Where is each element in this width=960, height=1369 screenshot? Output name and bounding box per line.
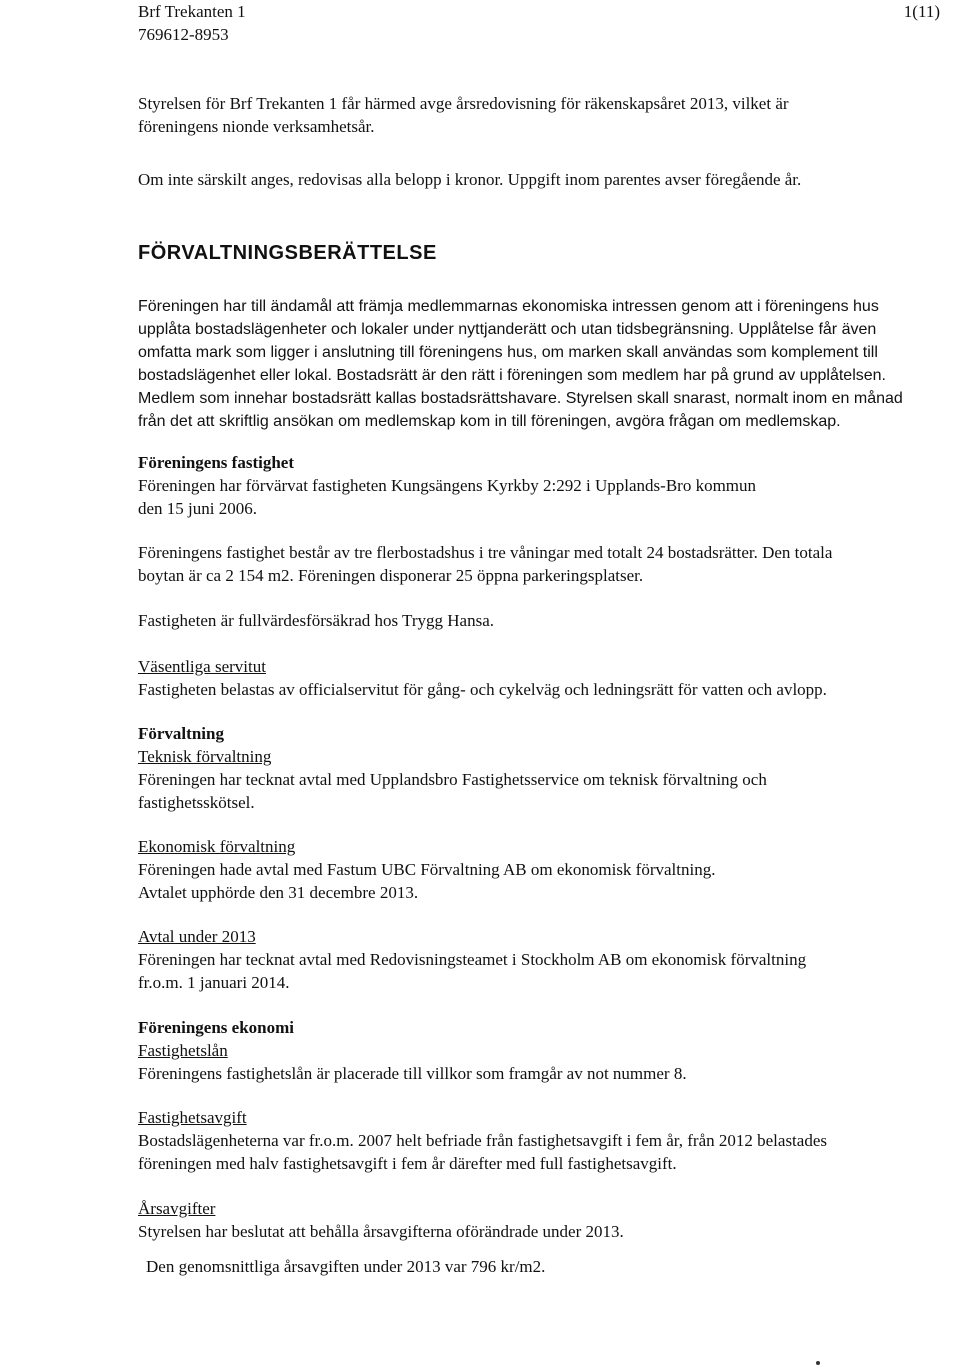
org-number: 769612-8953: [138, 25, 229, 44]
servitude-heading: Väsentliga servitut: [138, 657, 266, 676]
agreement-heading: Avtal under 2013: [138, 927, 256, 946]
intro-line: Styrelsen för Brf Trekanten 1 får härmed avge årsredovisning för räkenskapsåret 2013, vilket är: [138, 94, 789, 113]
tax-heading: Fastighetsavgift: [138, 1108, 247, 1127]
property-text: Föreningen har förvärvat fastigheten Kungsängens Kyrkby 2:292 i Upplands-Bro kommun: [138, 476, 757, 495]
property-text: den 15 juni 2006.: [138, 499, 257, 518]
intro-paragraph: [138, 92, 938, 138]
purpose-line: Medlem som innehar bostadsrätt kallas bostadsrättshavare. Styrelsen skall snarast, normalt inom en månad: [138, 390, 903, 407]
purpose-line: bostadslägenhet eller lokal. Bostadsrätt är den rätt i föreningen som medlem har på grund av upplåtelsen.: [138, 367, 886, 384]
economy-section: [138, 1016, 938, 1085]
purpose-line: upplåta bostadslägenheter och lokaler under nyttjanderätt och utan tidsbegränsning. Upplåtelse får även: [138, 321, 877, 338]
economic-text: Avtalet upphörde den 31 decembre 2013.: [138, 883, 419, 902]
annual-fees-section: [138, 1197, 938, 1243]
org-name: Brf Trekanten 1: [138, 2, 246, 21]
property-text: Föreningens fastighet består av tre flerbostadshus i tre våningar med totalt 24 bostadsrätter. Den totala: [138, 543, 833, 562]
fees-heading: Årsavgifter: [138, 1199, 216, 1218]
page-number: 1(11): [903, 2, 940, 21]
technical-text: fastighetsskötsel.: [138, 793, 255, 812]
economy-heading: Föreningens ekonomi: [138, 1018, 295, 1037]
amounts-note: Om inte särskilt anges, redovisas alla belopp i kronor. Uppgift inom parentes avser föregående år.: [138, 170, 802, 189]
agreement-text: fr.o.m. 1 januari 2014.: [138, 973, 290, 992]
average-fee: Den genomsnittliga årsavgiften under 2013 var 796 kr/m2.: [146, 1257, 546, 1276]
intro-line: föreningens nionde verksamhetsår.: [138, 117, 375, 136]
section-title: FÖRVALTNINGSBERÄTTELSE: [138, 242, 437, 264]
property-heading: Föreningens fastighet: [138, 453, 294, 472]
servitude-section: [138, 655, 938, 701]
management-section: [138, 722, 938, 814]
agreement-text: Föreningen har tecknat avtal med Redovisningsteamet i Stockholm AB om ekonomisk förvaltning: [138, 950, 807, 969]
purpose-line: från det att skriftlig ansökan om medlemskap kom in till föreningen, avgöra frågan om medlemskap.: [138, 413, 841, 430]
scan-speck: [816, 1361, 820, 1365]
purpose-line: omfatta mark som ligger i anslutning till föreningens hus, om marken skall användas som komplement till: [138, 344, 878, 361]
management-heading: Förvaltning: [138, 724, 224, 743]
property-text: boytan är ca 2 154 m2. Föreningen disponerar 25 öppna parkeringsplatser.: [138, 566, 644, 585]
insurance-note: Fastigheten är fullvärdesförsäkrad hos Trygg Hansa.: [138, 611, 494, 630]
purpose-paragraph: [138, 295, 938, 433]
loans-text: Föreningens fastighetslån är placerade till villkor som framgår av not nummer 8.: [138, 1064, 687, 1083]
property-tax-section: [138, 1106, 938, 1175]
technical-heading: Teknisk förvaltning: [138, 747, 272, 766]
agreement-section: [138, 925, 938, 994]
economic-management: [138, 835, 938, 904]
technical-text: Föreningen har tecknat avtal med Upplandsbro Fastighetsservice om teknisk förvaltning och: [138, 770, 767, 789]
purpose-line: Föreningen har till ändamål att främja medlemmarnas ekonomiska intressen genom att i föreningens hus: [138, 298, 879, 315]
property-consists: [138, 541, 938, 587]
fees-text: Styrelsen har beslutat att behålla årsavgifterna oförändrade under 2013.: [138, 1222, 624, 1241]
page-header-left: [138, 0, 246, 46]
economic-text: Föreningen hade avtal med Fastum UBC Förvaltning AB om ekonomisk förvaltning.: [138, 860, 716, 879]
property-section: [138, 451, 938, 520]
servitude-text: Fastigheten belastas av officialservitut för gång- och cykelväg och ledningsrätt för vatten och avlopp.: [138, 680, 827, 699]
economic-heading: Ekonomisk förvaltning: [138, 837, 296, 856]
tax-text: föreningen med halv fastighetsavgift i fem år därefter med full fastighetsavgift.: [138, 1154, 677, 1173]
tax-text: Bostadslägenheterna var fr.o.m. 2007 helt befriade från fastighetsavgift i fem år, från 2012 belastades: [138, 1131, 827, 1150]
loans-heading: Fastighetslån: [138, 1041, 228, 1060]
